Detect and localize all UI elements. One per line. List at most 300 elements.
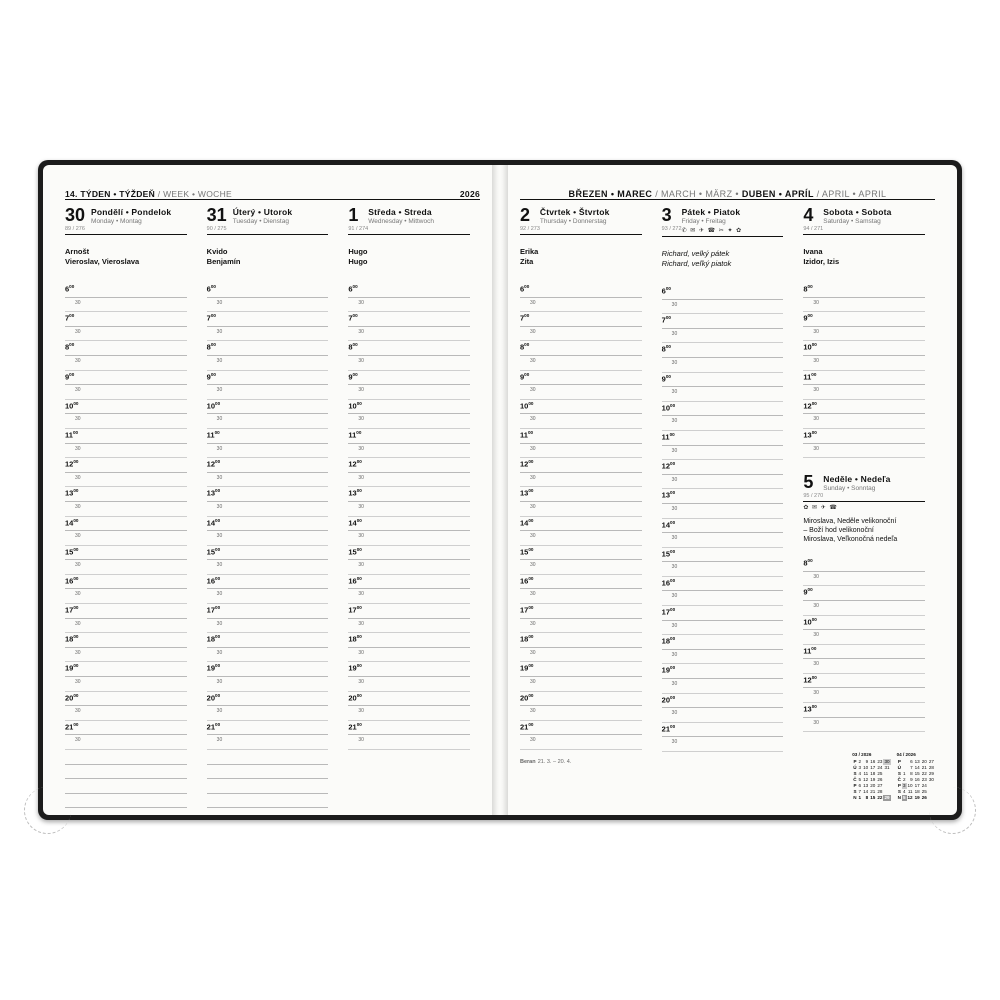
note-line[interactable] — [65, 765, 187, 780]
half-hour-row[interactable] — [348, 298, 470, 313]
half-hour-row[interactable] — [348, 706, 470, 721]
hour-row[interactable] — [207, 721, 329, 736]
day-name-translated: Saturday • Samstag — [823, 218, 881, 225]
hour-row[interactable] — [65, 341, 187, 356]
mini-calendar-day[interactable]: 14 — [914, 765, 920, 770]
hour-label: $19^{00}$ — [65, 663, 79, 673]
half-hour-row[interactable] — [662, 591, 784, 606]
half-hour-row[interactable] — [662, 533, 784, 548]
hour-row[interactable] — [65, 371, 187, 386]
hour-row[interactable] — [803, 312, 925, 327]
mini-calendar-day[interactable]: 21 — [921, 765, 927, 770]
hour-label: $17^{00}$ — [206, 605, 221, 615]
mini-calendar-day[interactable]: 29 — [884, 795, 890, 800]
note-line[interactable] — [207, 794, 329, 809]
half-hour-row[interactable] — [348, 531, 470, 546]
mini-calendar-day[interactable]: 10 — [863, 765, 869, 770]
day-number: 5 — [803, 472, 814, 493]
hour-row[interactable] — [65, 400, 187, 415]
half-hour-row[interactable] — [65, 531, 187, 546]
half-hour-row[interactable] — [803, 718, 925, 733]
half-hour-label: 30 — [530, 416, 536, 423]
mini-calendar-day[interactable]: 28 — [877, 789, 883, 794]
mini-calendar-day[interactable]: 4 — [902, 789, 906, 794]
mini-calendar-day[interactable]: 17 — [914, 783, 920, 788]
mini-calendar-day[interactable]: 22 — [921, 771, 927, 776]
hour-row[interactable] — [662, 635, 784, 650]
hour-row[interactable] — [207, 517, 329, 532]
hour-row[interactable] — [520, 575, 642, 590]
half-hour-row[interactable] — [207, 589, 329, 604]
day-ordinal: 93 / 272 — [661, 226, 682, 232]
hour-row[interactable] — [348, 371, 470, 386]
hour-row[interactable] — [520, 487, 642, 502]
mini-calendar-day[interactable]: 7 — [858, 789, 862, 794]
mini-calendar-day[interactable]: 5 — [858, 777, 862, 782]
hour-row[interactable] — [520, 692, 642, 707]
hour-row[interactable] — [65, 487, 187, 502]
hour-row[interactable] — [803, 703, 925, 718]
hour-row[interactable] — [65, 575, 187, 590]
hour-row[interactable] — [65, 721, 187, 736]
half-hour-row[interactable] — [348, 648, 470, 663]
hour-row[interactable] — [348, 575, 470, 590]
mini-calendar-day[interactable]: 20 — [921, 759, 927, 764]
half-hour-row[interactable] — [520, 414, 642, 429]
note-line[interactable] — [65, 779, 187, 794]
half-hour-row[interactable] — [65, 298, 187, 313]
half-hour-row[interactable] — [65, 385, 187, 400]
half-hour-row[interactable] — [207, 706, 329, 721]
holiday-symbols-icon: ✿ ✉ ✈ ☎ — [803, 505, 838, 512]
hour-row[interactable] — [207, 662, 329, 677]
half-hour-row[interactable] — [348, 444, 470, 459]
day-ordinal: 92 / 273 — [520, 226, 540, 232]
hour-row[interactable] — [662, 314, 784, 329]
note-line[interactable] — [65, 794, 187, 809]
day-number: 4 — [803, 205, 814, 225]
hour-row[interactable] — [662, 460, 784, 475]
half-hour-row[interactable] — [803, 688, 925, 703]
hour-row[interactable] — [207, 429, 329, 444]
half-hour-row[interactable] — [207, 531, 329, 546]
half-hour-row[interactable] — [520, 677, 642, 692]
half-hour-row[interactable] — [520, 385, 642, 400]
half-hour-row[interactable] — [803, 298, 925, 313]
hour-row[interactable] — [520, 400, 642, 415]
hour-row[interactable] — [348, 546, 470, 561]
mini-calendar-weekday: P — [897, 759, 901, 764]
mini-calendar-day[interactable]: 5 — [902, 795, 906, 800]
hour-row[interactable] — [207, 458, 329, 473]
hour-row[interactable] — [207, 371, 329, 386]
half-hour-label: 30 — [75, 562, 81, 569]
mini-calendar-day[interactable]: 16 — [870, 759, 876, 764]
half-hour-row[interactable] — [65, 502, 187, 517]
half-hour-row[interactable] — [803, 444, 925, 459]
half-hour-row[interactable] — [348, 356, 470, 371]
hour-row[interactable] — [207, 341, 329, 356]
mini-calendar-day[interactable]: 14 — [863, 789, 869, 794]
mini-calendar-day[interactable]: 15 — [870, 795, 876, 800]
half-hour-row[interactable] — [207, 735, 329, 750]
hour-row[interactable] — [803, 283, 925, 298]
hour-row[interactable] — [207, 400, 329, 415]
day-number: 30 — [65, 205, 86, 225]
half-hour-row[interactable] — [803, 356, 925, 371]
hour-label: $13^{00}$ — [803, 429, 817, 440]
hour-row[interactable] — [803, 586, 925, 601]
mini-calendar-day[interactable]: 11 — [863, 771, 869, 776]
half-hour-row[interactable] — [65, 414, 187, 429]
half-hour-label: 30 — [530, 357, 536, 364]
hour-label: $11^{00}$ — [803, 645, 817, 656]
half-hour-row[interactable] — [207, 444, 329, 459]
half-hour-row[interactable] — [520, 706, 642, 721]
mini-calendar-day[interactable]: 12 — [863, 777, 869, 782]
hour-row[interactable] — [662, 519, 784, 534]
half-hour-row[interactable] — [803, 385, 925, 400]
half-hour-row[interactable] — [348, 385, 470, 400]
half-hour-row[interactable] — [207, 414, 329, 429]
half-hour-row[interactable] — [348, 502, 470, 517]
hour-row[interactable] — [803, 429, 925, 444]
mini-calendar-day[interactable]: 9 — [910, 777, 913, 782]
mini-calendar-day[interactable]: 2 — [902, 777, 906, 782]
mini-calendar-day[interactable]: 6 — [910, 759, 913, 764]
mini-calendar-day[interactable]: 8 — [910, 771, 913, 776]
mini-calendar-day[interactable]: 1 — [858, 795, 862, 800]
mini-calendar-day[interactable]: 19 — [914, 795, 920, 800]
mini-calendar-day[interactable]: 25 — [877, 771, 883, 776]
hour-row[interactable] — [65, 546, 187, 561]
half-hour-row[interactable] — [662, 562, 784, 577]
half-hour-row[interactable] — [207, 619, 329, 634]
hour-row[interactable] — [803, 674, 925, 689]
mini-calendar-day[interactable]: 21 — [870, 789, 876, 794]
hour-row[interactable] — [348, 341, 470, 356]
half-hour-row[interactable] — [65, 560, 187, 575]
half-hour-label: 30 — [671, 418, 678, 425]
mini-calendar-day[interactable]: 27 — [877, 783, 883, 788]
week-label — [65, 189, 232, 199]
mini-calendar-day[interactable]: 23 — [877, 759, 883, 764]
hour-row[interactable] — [520, 633, 642, 648]
hour-row[interactable] — [348, 662, 470, 677]
note-line[interactable] — [207, 750, 329, 765]
half-hour-row[interactable] — [65, 648, 187, 663]
hour-row[interactable] — [348, 487, 470, 502]
hour-row[interactable] — [65, 633, 187, 648]
half-hour-row[interactable] — [662, 387, 784, 402]
half-hour-row[interactable] — [207, 473, 329, 488]
mini-calendar-day[interactable]: 20 — [870, 783, 876, 788]
mini-calendar-day[interactable]: 28 — [928, 765, 934, 770]
hour-row[interactable] — [348, 604, 470, 619]
mini-calendar-day[interactable]: 10 — [907, 783, 913, 788]
hour-label: $14^{00}$ — [661, 519, 676, 529]
half-hour-row[interactable] — [348, 414, 470, 429]
hour-row[interactable] — [348, 633, 470, 648]
hour-label: $20^{00}$ — [206, 692, 221, 703]
half-hour-row[interactable] — [207, 648, 329, 663]
hour-label: $10^{00}$ — [65, 400, 79, 411]
hour-row[interactable] — [348, 400, 470, 415]
note-line[interactable] — [207, 779, 329, 794]
mini-calendar-day[interactable]: 27 — [928, 759, 934, 764]
mini-calendar-day[interactable]: 24 — [877, 765, 883, 770]
mini-calendar[interactable] — [897, 752, 935, 801]
mini-calendar-day[interactable]: 11 — [907, 789, 913, 794]
half-hour-row[interactable] — [348, 473, 470, 488]
half-hour-row[interactable] — [207, 356, 329, 371]
half-hour-row[interactable] — [662, 300, 784, 315]
hour-row[interactable] — [803, 616, 925, 631]
half-hour-row[interactable] — [520, 560, 642, 575]
hour-row[interactable] — [65, 429, 187, 444]
hour-row[interactable] — [662, 664, 784, 679]
right-day-columns — [520, 207, 935, 805]
hour-row[interactable] — [662, 431, 784, 446]
half-hour-label: 30 — [358, 416, 364, 423]
hour-row[interactable] — [662, 723, 784, 738]
half-hour-label: 30 — [75, 679, 81, 686]
half-hour-row[interactable] — [65, 356, 187, 371]
hour-row[interactable] — [803, 557, 925, 572]
hour-label: $14^{00}$ — [348, 517, 362, 527]
note-line[interactable] — [65, 750, 187, 765]
hour-row[interactable] — [348, 429, 470, 444]
half-hour-row[interactable] — [662, 446, 784, 461]
half-hour-label: 30 — [530, 591, 536, 598]
hour-row[interactable] — [65, 283, 187, 298]
half-hour-row[interactable] — [348, 619, 470, 634]
hour-row[interactable] — [348, 283, 470, 298]
half-hour-row[interactable] — [803, 327, 925, 342]
mini-calendar[interactable] — [852, 752, 890, 801]
half-hour-row[interactable] — [662, 358, 784, 373]
hour-row[interactable] — [520, 517, 642, 532]
mini-calendar-day[interactable]: 3 — [902, 783, 906, 788]
hour-row[interactable] — [662, 373, 784, 388]
hour-row[interactable] — [520, 371, 642, 386]
mini-calendar-day[interactable]: 17 — [870, 765, 876, 770]
mini-calendar-day[interactable]: 7 — [910, 765, 913, 770]
half-hour-row[interactable] — [520, 356, 642, 371]
half-hour-row[interactable] — [520, 589, 642, 604]
hour-row[interactable] — [662, 606, 784, 621]
hour-row[interactable] — [207, 575, 329, 590]
hour-grid-tuesday — [207, 283, 329, 808]
half-hour-row[interactable] — [65, 735, 187, 750]
mini-calendar-weekday: N — [897, 795, 901, 800]
hour-row[interactable] — [65, 517, 187, 532]
mini-calendar-day[interactable]: 29 — [928, 771, 934, 776]
hour-row[interactable] — [662, 548, 784, 563]
hour-row[interactable] — [520, 546, 642, 561]
hour-row[interactable] — [520, 458, 642, 473]
half-hour-label: 30 — [671, 447, 678, 454]
half-hour-row[interactable] — [520, 327, 642, 342]
hour-row[interactable] — [662, 343, 784, 358]
hour-row[interactable] — [520, 604, 642, 619]
mini-calendar-day[interactable]: 2 — [858, 759, 862, 764]
mini-calendar-day[interactable]: 9 — [865, 759, 869, 764]
half-hour-row[interactable] — [207, 327, 329, 342]
mini-calendar-day[interactable]: 18 — [914, 789, 920, 794]
hour-row[interactable] — [803, 400, 925, 415]
mini-calendar-day[interactable]: 25 — [921, 789, 927, 794]
half-hour-row[interactable] — [520, 531, 642, 546]
half-hour-row[interactable] — [803, 659, 925, 674]
hour-row[interactable] — [348, 517, 470, 532]
half-hour-label: 30 — [671, 651, 678, 658]
half-hour-row[interactable] — [662, 737, 784, 752]
half-hour-row[interactable] — [662, 504, 784, 519]
half-hour-row[interactable] — [662, 329, 784, 344]
half-hour-row[interactable] — [803, 414, 925, 429]
half-hour-label: 30 — [75, 387, 81, 394]
half-hour-row[interactable] — [348, 327, 470, 342]
half-hour-row[interactable] — [65, 706, 187, 721]
hour-label: $9^{00}$ — [803, 313, 813, 323]
mini-calendar-day[interactable]: 3 — [858, 765, 862, 770]
hour-label: $20^{00}$ — [520, 692, 534, 703]
mini-calendar-day[interactable]: 8 — [865, 795, 869, 800]
hour-label: $10^{00}$ — [520, 400, 534, 411]
half-hour-row[interactable] — [65, 677, 187, 692]
mini-calendar-day[interactable]: 22 — [877, 795, 883, 800]
half-hour-row[interactable] — [520, 298, 642, 313]
hour-row[interactable] — [803, 341, 925, 356]
hour-row[interactable] — [348, 721, 470, 736]
half-hour-row[interactable] — [348, 589, 470, 604]
hour-row[interactable] — [348, 312, 470, 327]
half-hour-row[interactable] — [65, 473, 187, 488]
mini-calendar-day[interactable]: 23 — [921, 777, 927, 782]
half-hour-row[interactable] — [207, 560, 329, 575]
half-hour-row[interactable] — [207, 677, 329, 692]
hour-row[interactable] — [520, 662, 642, 677]
mini-calendar-day[interactable]: 19 — [870, 777, 876, 782]
half-hour-label: 30 — [671, 739, 678, 746]
hour-row[interactable] — [207, 604, 329, 619]
hour-row[interactable] — [520, 341, 642, 356]
hour-label: $17^{00}$ — [520, 605, 534, 615]
mini-calendar-day[interactable]: 18 — [870, 771, 876, 776]
half-hour-row[interactable] — [207, 502, 329, 517]
half-hour-row[interactable] — [207, 385, 329, 400]
mini-calendar-day[interactable]: 30 — [884, 759, 890, 764]
note-line[interactable] — [207, 765, 329, 780]
hour-row[interactable] — [348, 692, 470, 707]
mini-calendar-day[interactable]: 15 — [914, 771, 920, 776]
hour-row[interactable] — [65, 312, 187, 327]
half-hour-row[interactable] — [65, 589, 187, 604]
half-hour-label: 30 — [530, 533, 536, 540]
half-hour-label: 30 — [75, 649, 81, 656]
mini-calendar-day[interactable]: 6 — [858, 783, 862, 788]
half-hour-row[interactable] — [520, 619, 642, 634]
hour-label: $14^{00}$ — [520, 517, 534, 527]
hour-row[interactable] — [662, 694, 784, 709]
hour-row[interactable] — [662, 489, 784, 504]
page-gutter — [492, 165, 508, 815]
half-hour-row[interactable] — [803, 630, 925, 645]
hour-row[interactable] — [65, 604, 187, 619]
nameday-cz: Hugo — [348, 247, 368, 256]
half-hour-row[interactable] — [520, 473, 642, 488]
day-number: 31 — [206, 205, 227, 225]
mini-calendar-day[interactable]: 26 — [921, 795, 927, 800]
half-hour-row[interactable] — [65, 444, 187, 459]
half-hour-row[interactable] — [803, 601, 925, 616]
half-hour-row[interactable] — [662, 650, 784, 665]
mini-calendar-day[interactable]: 26 — [877, 777, 883, 782]
hour-row[interactable] — [520, 312, 642, 327]
hour-row[interactable] — [207, 487, 329, 502]
half-hour-row[interactable] — [348, 677, 470, 692]
half-hour-row[interactable] — [520, 648, 642, 663]
hour-row[interactable] — [348, 458, 470, 473]
mini-calendar-day[interactable]: 16 — [914, 777, 920, 782]
hour-row[interactable] — [803, 371, 925, 386]
day-column-weekend — [793, 207, 935, 805]
half-hour-row[interactable] — [803, 572, 925, 587]
hour-row[interactable] — [207, 546, 329, 561]
half-hour-row[interactable] — [520, 502, 642, 517]
half-hour-row[interactable] — [662, 708, 784, 723]
hour-row[interactable] — [207, 283, 329, 298]
half-hour-row[interactable] — [662, 475, 784, 490]
hour-row[interactable] — [65, 692, 187, 707]
half-hour-row[interactable] — [662, 416, 784, 431]
hour-row[interactable] — [207, 633, 329, 648]
hour-row[interactable] — [662, 577, 784, 592]
half-hour-row[interactable] — [662, 621, 784, 636]
hour-row[interactable] — [65, 662, 187, 677]
half-hour-row[interactable] — [65, 619, 187, 634]
hour-row[interactable] — [520, 429, 642, 444]
mini-calendar-day[interactable]: 4 — [858, 771, 862, 776]
hour-row[interactable] — [803, 645, 925, 660]
mini-calendar-day[interactable]: 13 — [914, 759, 920, 764]
half-hour-row[interactable] — [65, 327, 187, 342]
hour-row[interactable] — [662, 285, 784, 300]
half-hour-row[interactable] — [662, 679, 784, 694]
hour-row[interactable] — [520, 721, 642, 736]
mini-calendar-day[interactable]: 31 — [884, 765, 890, 770]
hour-row[interactable] — [662, 402, 784, 417]
mini-calendar-day[interactable]: 24 — [921, 783, 927, 788]
half-hour-row[interactable] — [348, 560, 470, 575]
half-hour-row[interactable] — [520, 735, 642, 750]
mini-calendar-day[interactable]: 1 — [902, 771, 906, 776]
half-hour-row[interactable] — [207, 298, 329, 313]
half-hour-row[interactable] — [348, 735, 470, 750]
hour-row[interactable] — [520, 283, 642, 298]
half-hour-label: 30 — [813, 719, 819, 726]
mini-calendar-day[interactable]: 12 — [907, 795, 913, 800]
half-hour-row[interactable] — [520, 444, 642, 459]
hour-row[interactable] — [65, 458, 187, 473]
hour-row[interactable] — [207, 312, 329, 327]
mini-calendar-day[interactable]: 30 — [928, 777, 934, 782]
half-hour-label: 30 — [75, 328, 81, 335]
mini-calendar-day[interactable]: 13 — [863, 783, 869, 788]
mini-calendar-title: 03 / 2026 — [852, 752, 872, 757]
hour-row[interactable] — [207, 692, 329, 707]
